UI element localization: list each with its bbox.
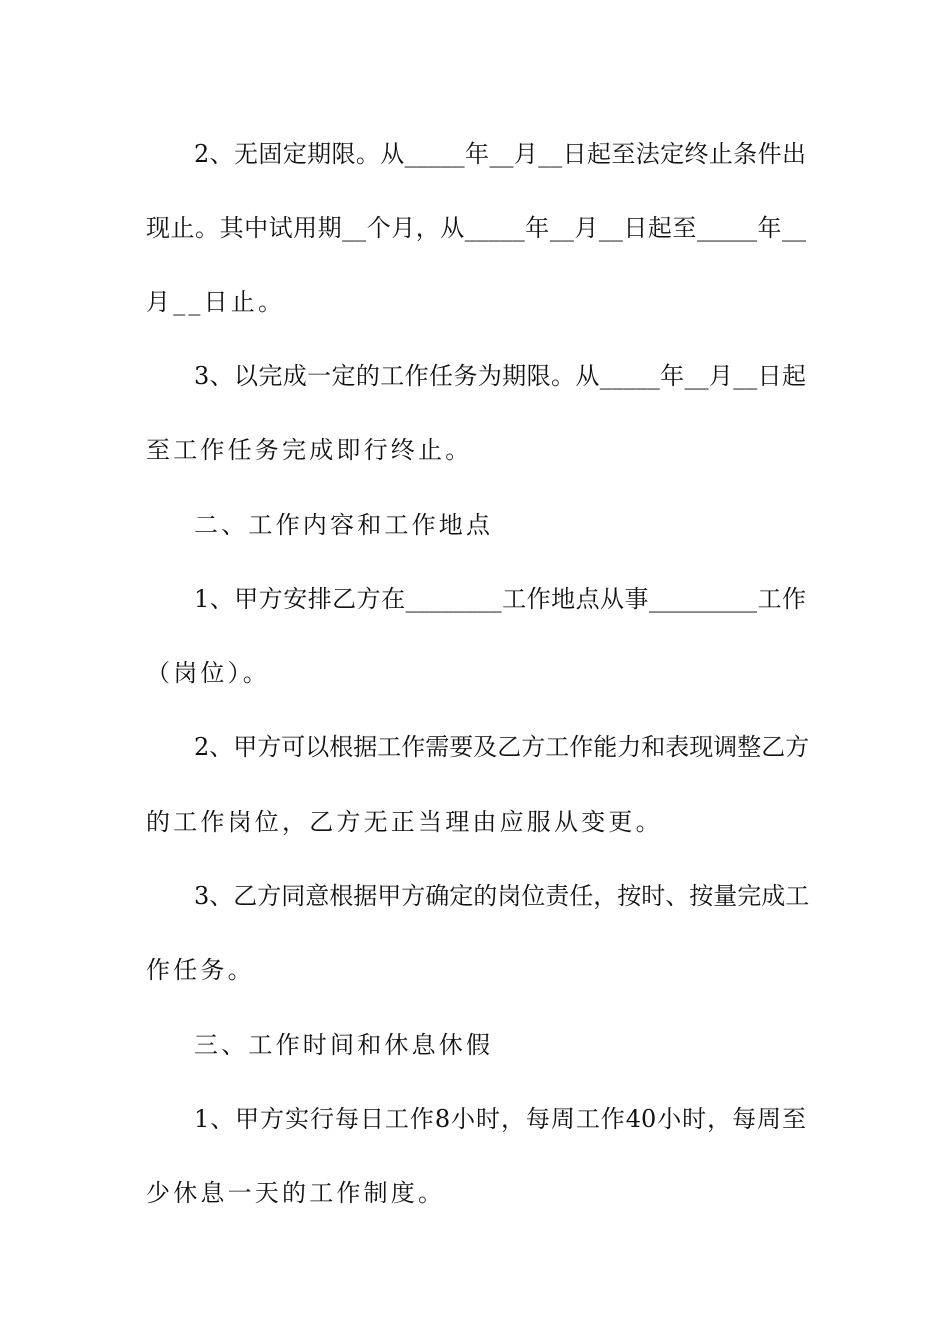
paragraph-line: 月__日止。 xyxy=(146,288,286,316)
section-heading: 三、工作时间和休息休假 xyxy=(194,1031,494,1059)
paragraph-line: （岗位）。 xyxy=(146,659,270,687)
section-heading: 二、工作内容和工作地点 xyxy=(194,511,494,539)
paragraph-line: 3、乙方同意根据甲方确定的岗位责任，按时、按量完成工 xyxy=(194,882,810,910)
paragraph-line: 2、无固定期限。从_____年__月__日起至法定终止条件出 xyxy=(194,140,806,168)
paragraph-line: 至工作任务完成即行终止。 xyxy=(146,436,473,464)
paragraph-line: 1、甲方安排乙方在________工作地点从事_________工作 xyxy=(194,585,806,613)
paragraph-line: 3、以完成一定的工作任务为期限。从_____年__月__日起 xyxy=(194,362,806,390)
paragraph-line: 的工作岗位，乙方无正当理由应服从变更。 xyxy=(146,808,663,836)
paragraph-line: 少休息一天的工作制度。 xyxy=(146,1179,446,1207)
paragraph-line: 2、甲方可以根据工作需要及乙方工作能力和表现调整乙方 xyxy=(194,733,810,761)
paragraph-line: 1、甲方实行每日工作8小时，每周工作40小时，每周至 xyxy=(194,1105,806,1133)
paragraph-line: 现止。其中试用期__个月，从_____年__月__日起至_____年__ xyxy=(146,214,806,242)
paragraph-line: 作任务。 xyxy=(146,956,255,984)
